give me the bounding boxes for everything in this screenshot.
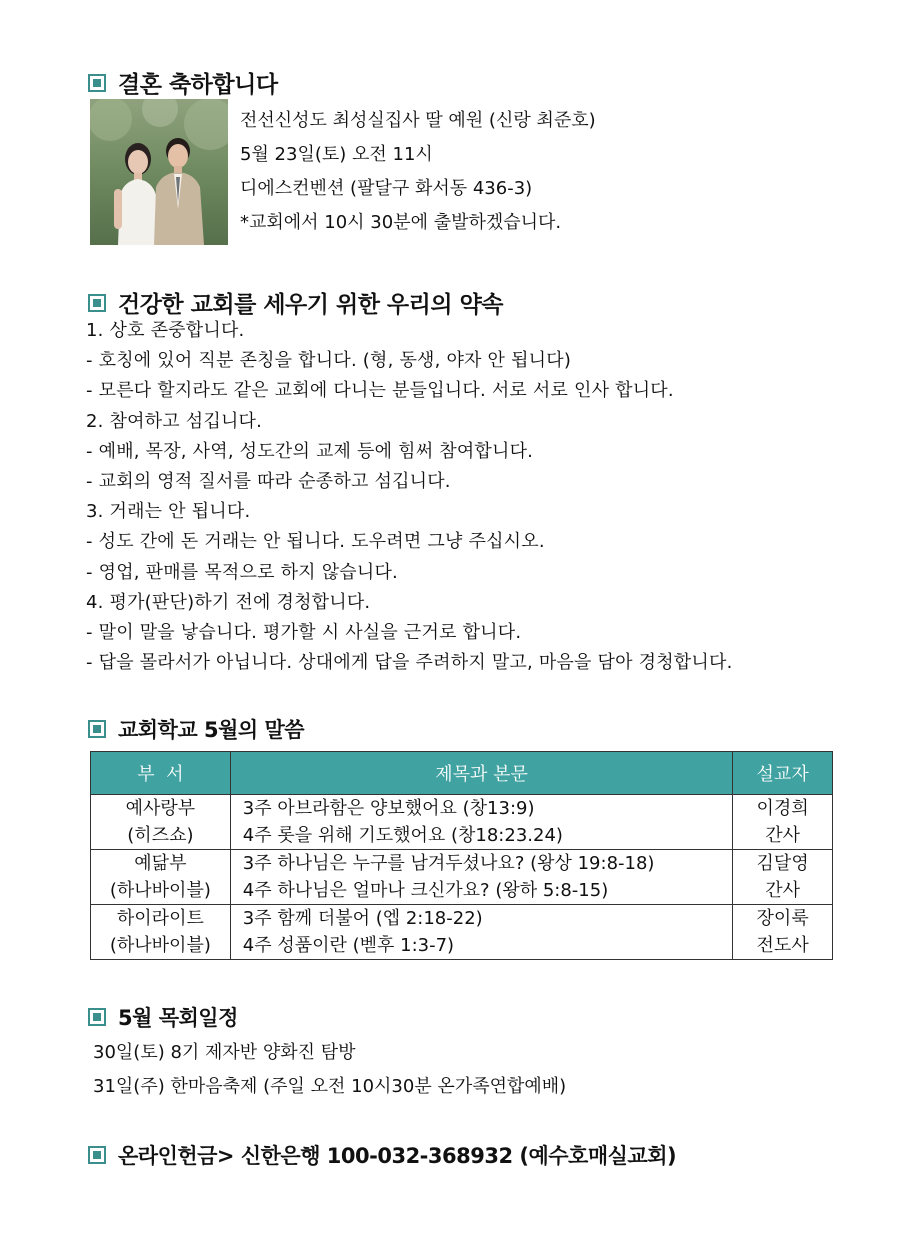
text-cell: 3주 하나님은 누구를 남겨두셨나요? (왕상 19:8-18) bbox=[230, 850, 733, 878]
table-row bbox=[91, 932, 833, 960]
header-preacher: 설교자 bbox=[733, 752, 833, 795]
promise-section-title bbox=[88, 286, 503, 319]
promise-line: 2. 참여하고 섬깁니다. bbox=[86, 410, 263, 432]
promise-line: - 말이 말을 낳습니다. 평가할 시 사실을 근거로 합니다. bbox=[86, 621, 522, 643]
promise-title-text: 건강한 교회를 세우기 위한 우리의 약속 bbox=[118, 292, 504, 318]
preacher-cell: 간사 bbox=[733, 822, 833, 850]
offering-section-title bbox=[88, 1140, 676, 1170]
promise-line: - 호칭에 있어 직분 존칭을 합니다. (형, 동생, 야자 안 됩니다) bbox=[86, 350, 572, 372]
promise-line: - 답을 몰라서가 아닙니다. 상대에게 답을 주려하지 말고, 마음을 담아 경청합니다. bbox=[86, 652, 733, 674]
table-row bbox=[91, 877, 833, 905]
schedule-line: 30일(토) 8기 제자반 양화진 탐방 bbox=[93, 1042, 356, 1063]
preacher-cell: 전도사 bbox=[733, 932, 833, 960]
square-bullet-icon bbox=[88, 1008, 106, 1026]
dept-cell: 예사랑부 bbox=[91, 795, 231, 823]
table-row bbox=[91, 850, 833, 878]
schedule-section-title bbox=[88, 1002, 238, 1032]
table-row bbox=[91, 822, 833, 850]
wedding-detail-line: *교회에서 10시 30분에 출발하겠습니다. bbox=[240, 212, 562, 233]
sermon-title-text: 교회학교 5월의 말씀 bbox=[118, 718, 305, 742]
dept-cell: (하나바이블) bbox=[91, 877, 231, 905]
wedding-detail-line: 전선신성도 최성실집사 딸 예원 (신랑 최준호) bbox=[240, 110, 596, 131]
promise-line: - 예배, 목장, 사역, 성도간의 교제 등에 힘써 참여합니다. bbox=[86, 440, 534, 462]
promise-line: 1. 상호 존중합니다. bbox=[86, 320, 245, 341]
square-bullet-icon bbox=[88, 74, 106, 92]
sermon-section-title bbox=[88, 714, 304, 744]
square-bullet-icon bbox=[88, 1146, 106, 1164]
header-title: 제목과 본문 bbox=[230, 752, 733, 795]
table-row bbox=[91, 905, 833, 933]
couple-photo-illustration bbox=[90, 99, 228, 245]
preacher-cell: 이경희 bbox=[733, 795, 833, 823]
wedding-section-title bbox=[88, 66, 278, 99]
dept-cell: 하이라이트 bbox=[91, 905, 231, 933]
preacher-cell: 장이룩 bbox=[733, 905, 833, 933]
square-bullet-icon bbox=[88, 720, 106, 738]
table-header-row bbox=[91, 752, 833, 795]
promise-line: 4. 평가(판단)하기 전에 경청합니다. bbox=[86, 591, 371, 613]
square-bullet-icon bbox=[88, 294, 106, 312]
wedding-title-text: 결혼 축하합니다 bbox=[118, 72, 278, 98]
text-cell: 3주 아브라함은 양보했어요 (창13:9) bbox=[230, 795, 733, 823]
promise-line: - 영업, 판매를 목적으로 하지 않습니다. bbox=[86, 561, 398, 583]
promise-list bbox=[86, 316, 733, 678]
promise-line: - 교회의 영적 질서를 따라 순종하고 섬깁니다. bbox=[86, 470, 451, 492]
promise-line: - 성도 간에 돈 거래는 안 됩니다. 도우려면 그냥 주십시오. bbox=[86, 531, 545, 553]
dept-cell: (히즈쇼) bbox=[91, 822, 231, 850]
schedule-line: 31일(주) 한마음축제 (주일 오전 10시30분 온가족연합예배) bbox=[93, 1076, 567, 1097]
wedding-detail-line: 5월 23일(토) 오전 11시 bbox=[240, 144, 433, 165]
schedule-title-text: 5월 목회일정 bbox=[118, 1006, 238, 1030]
text-cell: 4주 성품이란 (벧후 1:3-7) bbox=[230, 932, 733, 960]
wedding-photo bbox=[90, 99, 228, 245]
promise-line: - 모른다 할지라도 같은 교회에 다니는 분들입니다. 서로 서로 인사 합니다. bbox=[86, 380, 674, 402]
wedding-detail-line: 디에스컨벤션 (팔달구 화서동 436-3) bbox=[240, 178, 533, 199]
sermon-table bbox=[90, 751, 833, 960]
offering-title-text: 온라인헌금> 신한은행 100-032-368932 (예수호매실교회) bbox=[118, 1144, 677, 1168]
table-row bbox=[91, 795, 833, 823]
text-cell: 4주 롯을 위해 기도했어요 (창18:23.24) bbox=[230, 822, 733, 850]
preacher-cell: 김달영 bbox=[733, 850, 833, 878]
dept-cell: 예닮부 bbox=[91, 850, 231, 878]
schedule-list bbox=[93, 1036, 566, 1104]
dept-cell: (하나바이블) bbox=[91, 932, 231, 960]
text-cell: 4주 하나님은 얼마나 크신가요? (왕하 5:8-15) bbox=[230, 877, 733, 905]
wedding-details bbox=[240, 104, 596, 240]
header-dept: 부 서 bbox=[91, 752, 231, 795]
text-cell: 3주 함께 더불어 (엡 2:18-22) bbox=[230, 905, 733, 933]
preacher-cell: 간사 bbox=[733, 877, 833, 905]
promise-line: 3. 거래는 안 됩니다. bbox=[86, 501, 251, 523]
